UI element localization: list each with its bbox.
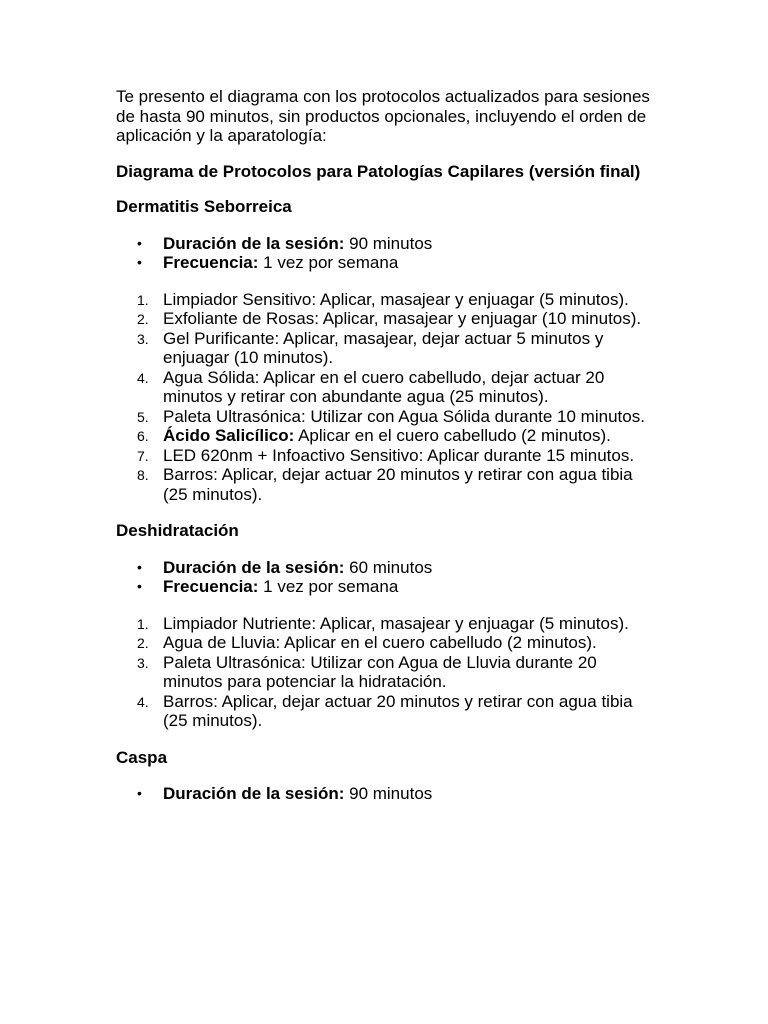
protocol-step	[116, 329, 656, 368]
bullet-icon: •	[137, 234, 142, 251]
detail-label: Duración de la sesión:	[163, 557, 345, 577]
step-text: Agua de Lluvia: Aplicar en el cuero cabelludo (2 minutos).	[163, 633, 597, 652]
bullet-icon: •	[137, 254, 142, 270]
document-page	[116, 87, 656, 821]
step-number: 1.	[137, 615, 149, 632]
step-number: 2.	[137, 311, 149, 327]
section-heading: Caspa	[116, 747, 168, 767]
bullet-icon: •	[137, 785, 142, 801]
detail-label: Duración de la sesión:	[163, 233, 345, 253]
detail-value: 1 vez por semana	[258, 253, 399, 272]
protocol-step	[116, 426, 656, 446]
detail-value: 90 minutos	[344, 784, 433, 803]
session-detail-item	[116, 558, 656, 578]
step-number: 4.	[137, 693, 149, 710]
section-heading: Deshidratación	[116, 521, 239, 540]
step-text: Gel Purificante: Aplicar, masajear, dejar actuar 5 minutos y enjuagar (10 minutos).	[163, 328, 604, 367]
step-number: 3.	[137, 654, 149, 671]
protocol-section	[116, 521, 656, 731]
step-text: Barros: Aplicar, dejar actuar 20 minutos y retirar con agua tibia (25 minutos).	[163, 465, 633, 504]
document-title: Diagrama de Protocolos para Patologías Capilares (versión final)	[116, 161, 641, 181]
session-detail-item	[116, 253, 656, 273]
detail-label: Frecuencia:	[163, 253, 259, 272]
step-bold-label: Ácido Salicílico:	[163, 426, 295, 445]
protocol-step	[116, 653, 656, 692]
step-number: 2.	[137, 635, 149, 651]
protocol-step	[116, 465, 656, 504]
session-details-list	[116, 784, 656, 804]
step-text: Agua Sólida: Aplicar en el cuero cabelludo, dejar actuar 20 minutos y retirar con abundante agua (25 minutos).	[163, 367, 605, 406]
session-detail-item	[116, 784, 656, 804]
step-text: Paleta Ultrasónica: Utilizar con Agua Sólida durante 10 minutos.	[163, 406, 645, 426]
detail-value: 90 minutos	[344, 233, 433, 253]
step-number: 3.	[137, 330, 149, 347]
session-detail-item	[116, 577, 656, 597]
session-detail-item	[116, 234, 656, 254]
section-heading: Dermatitis Seborreica	[116, 197, 292, 216]
protocol-step	[116, 614, 656, 634]
protocol-steps-list	[116, 614, 656, 731]
step-text: Aplicar en el cuero cabelludo (2 minutos).	[294, 426, 611, 445]
step-text: Barros: Aplicar, dejar actuar 20 minutos y retirar con agua tibia (25 minutos).	[163, 691, 633, 730]
protocol-sections	[116, 197, 656, 804]
intro-paragraph: Te presento el diagrama con los protocolos actualizados para sesiones de hasta 90 minutos, sin productos opcionales, incluyendo el orden de aplicación y la aparatología:	[116, 87, 650, 145]
protocol-step	[116, 407, 656, 427]
protocol-step	[116, 290, 656, 310]
protocol-section	[116, 197, 656, 504]
protocol-steps-list	[116, 290, 656, 505]
detail-value: 60 minutos	[344, 557, 433, 577]
protocol-step	[116, 368, 656, 407]
step-number: 5.	[137, 408, 149, 425]
step-number: 7.	[137, 447, 149, 464]
bullet-icon: •	[137, 558, 142, 575]
detail-value: 1 vez por semana	[258, 577, 399, 596]
protocol-step	[116, 309, 656, 329]
bullet-icon: •	[137, 578, 142, 594]
step-number: 6.	[137, 428, 149, 444]
step-text: Exfoliante de Rosas: Aplicar, masajear y enjuagar (10 minutos).	[163, 309, 642, 328]
detail-label: Duración de la sesión:	[163, 784, 345, 803]
session-details-list	[116, 558, 656, 597]
protocol-step	[116, 692, 656, 731]
step-text: LED 620nm + Infoactivo Sensitivo: Aplicar durante 15 minutos.	[163, 445, 635, 465]
protocol-step	[116, 633, 656, 653]
step-text: Paleta Ultrasónica: Utilizar con Agua de Lluvia durante 20 minutos para potenciar la hidratación.	[163, 652, 597, 691]
protocol-step	[116, 446, 656, 466]
detail-label: Frecuencia:	[163, 577, 259, 596]
step-number: 4.	[137, 369, 149, 386]
step-number: 1.	[137, 291, 149, 308]
session-details-list	[116, 234, 656, 273]
step-text: Limpiador Nutriente: Aplicar, masajear y enjuagar (5 minutos).	[163, 613, 629, 633]
step-text: Limpiador Sensitivo: Aplicar, masajear y enjuagar (5 minutos).	[163, 289, 629, 309]
step-number: 8.	[137, 467, 149, 483]
protocol-section	[116, 748, 656, 804]
